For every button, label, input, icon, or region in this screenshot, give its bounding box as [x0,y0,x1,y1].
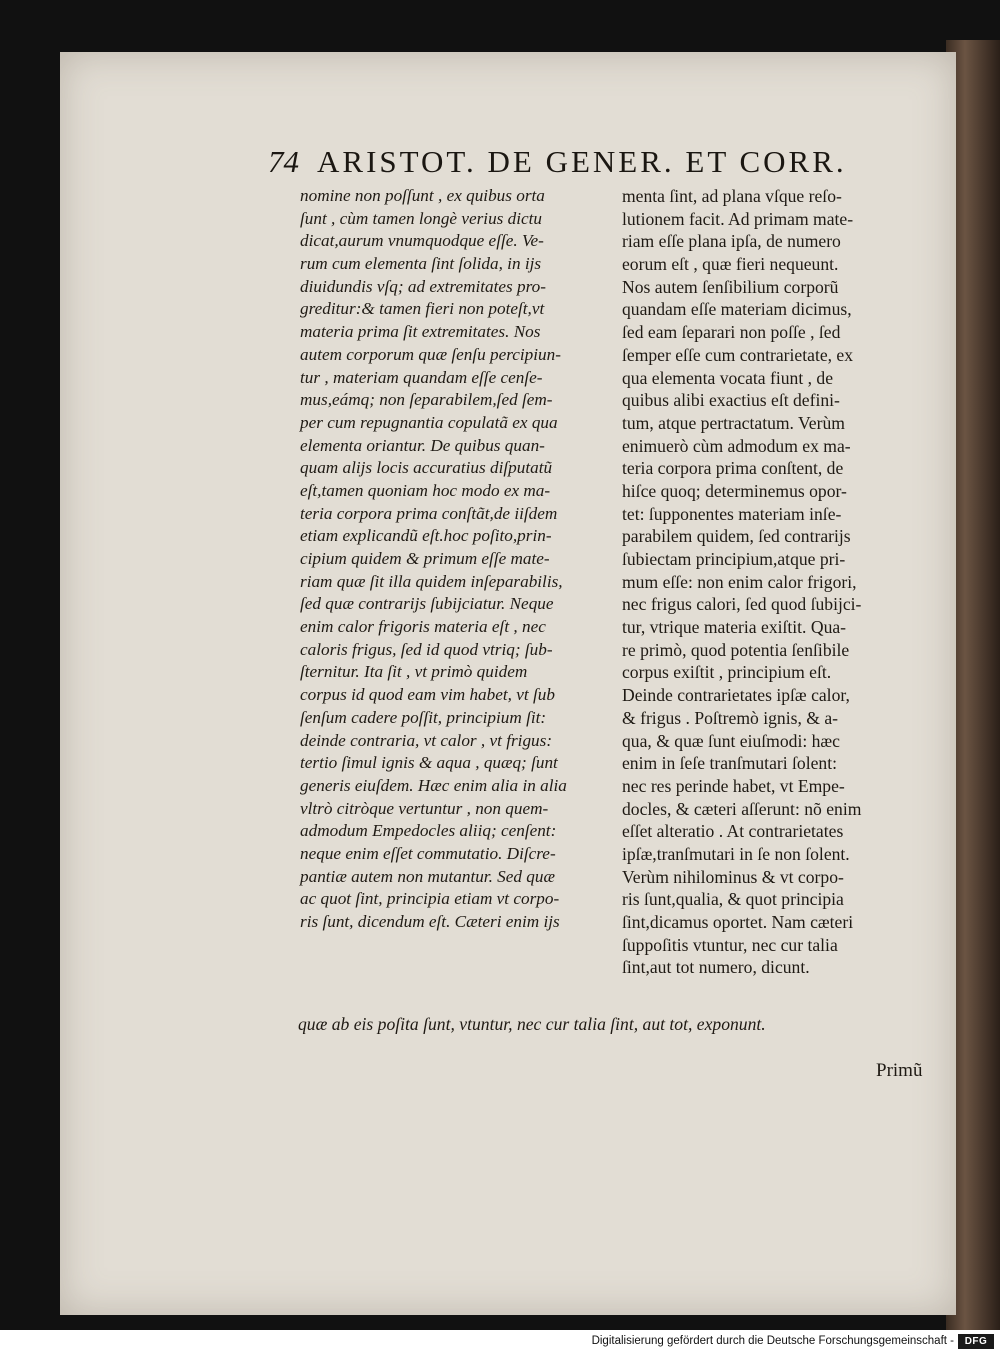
text-line: ſubiectam principium,atque pri- [622,549,846,569]
text-line: eſt,tamen quoniam hoc modo ex ma- [300,480,551,500]
text-line: lutionem facit. Ad primam mate- [622,208,854,229]
text-line: eſſet alteratio . At contrarietates [622,821,844,842]
text-line: menta ſint, ad plana vſque reſo- [622,186,842,206]
text-line: ris ſunt, dicendum eſt. Cæteri enim ijs [300,912,560,931]
text-line: enimuerò cùm admodum ex ma- [622,435,851,456]
latin-translation-column [300,185,618,934]
text-line: docles, & cæteri aſſerunt: nõ enim [622,798,862,819]
text-line: ſed quæ contrarijs ſubijciatur. Neque [300,594,554,614]
text-line: teria corpora prima conſtãt,de iiſdem [300,503,558,523]
text-line: caloris frigus, ſed id quod vtriq; ſub- [300,639,553,659]
text-line: cipium quidem & primum eſſe mate- [300,549,550,568]
text-line: ſenſum cadere poſſit, principium ſit: [300,707,547,727]
text-line: riam eſſe plana ipſa, de numero [622,231,841,252]
text-line: ſternitur. Ita ſit , vt primò quidem [300,662,528,682]
text-line: quibus alibi exactius eſt defini- [622,390,840,411]
text-line: corpus exiſtit , principium eſt. [622,662,832,683]
text-line: ſuppoſitis vtuntur, nec cur talia [622,934,838,955]
text-line: & frigus . Poſtremò ignis, & a- [622,707,838,728]
text-line: admodum Empedocles aliiq; cenſent: [300,821,557,841]
text-line: qua elementa vocata fiunt , de [622,367,834,388]
text-line: tur , materiam quandam eſſe cenſe- [300,367,543,387]
text-line: pantiæ autem non mutantur. Sed quæ [300,866,555,886]
text-line: rum cum elementa ſint ſolida, in ijs [300,254,542,274]
closing-line: quæ ab eis poſita ſunt, vtuntur, nec cur talia ſint, aut tot, exponunt. [298,1014,766,1034]
page-number: 74 [268,144,299,179]
text-line: teria corpora prima conſtent, de [622,458,844,479]
text-line: eorum eſt , quæ fieri nequeunt. [622,254,839,275]
text-line: quandam eſſe materiam dicimus, [622,299,852,320]
text-line: nec frigus calori, ſed quod ſubijci- [622,594,862,615]
text-line: mum eſſe: non enim calor frigori, [622,571,857,592]
text-line: Nos autem ſenſibilium corporũ [622,276,839,297]
text-line: tum, atque pertractatum. Verùm [622,412,845,433]
text-line: ſemper eſſe cum contrarietate, ex [622,344,854,365]
text-line: tet: ſupponentes materiam inſe- [622,503,842,524]
text-line: enim calor frigoris materia eſt , nec [300,617,546,637]
text-line: elementa oriantur. De quibus quan- [300,435,545,455]
dfg-logo: DFG [958,1334,994,1349]
text-line: etiam explicandũ eſt.hoc poſito,prin- [300,526,552,546]
text-line: nec res perinde habet, vt Empe- [622,775,845,796]
text-line: riam quæ ſit illa quidem inſeparabilis, [300,571,563,591]
text-line: tur, vtrique materia exiſtit. Qua- [622,617,847,638]
footer-bar [0,1330,1000,1353]
running-header [268,144,908,184]
text-line: Verùm nihilominus & vt corpo- [622,866,844,887]
text-line: ſint,dicamus oportet. Nam cæteri [622,912,854,932]
text-line: re primò, quod potentia ſenſibile [622,639,850,660]
text-line: mus,eámq; non ſeparabilem,ſed ſem- [300,390,553,410]
text-line: qua, & quæ ſunt eiuſmodi: hæc [622,730,840,751]
text-line: hiſce quoq; determinemus opor- [622,480,847,501]
text-line: ſunt , cùm tamen longè verius dictu [300,208,543,228]
text-line: generis eiuſdem. Hæc enim alia in alia [300,775,567,795]
text-line: ac quot ſint, principia etiam vt corpo- [300,889,560,909]
text-line: corpus id quod eam vim habet, vt ſub [300,685,555,705]
text-line: ipſæ,tranſmutari in ſe non ſolent. [622,843,850,864]
text-line: per cum repugnantia copulatã ex qua [300,412,558,432]
text-line: greditur:& tamen fieri non poteſt,vt [300,299,545,319]
text-line: dicat,aurum vnumquodque eſſe. Ve- [300,231,544,251]
text-line: autem corporum quæ ſenſu percipiun- [300,344,561,364]
text-line: ſed eam ſeparari non poſſe , ſed [622,322,841,343]
text-line: vltrò citròque vertuntur , non quem- [300,798,549,818]
text-line: ris ſunt,qualia, & quot principia [622,889,844,910]
funding-credit: Digitalisierung gefördert durch die Deutsche Forschungsgemeinschaft - [591,1335,954,1347]
catchword: Primũ [876,1060,923,1081]
latin-text-column [622,185,932,979]
text-line: tertio ſimul ignis & aqua , quæq; ſunt [300,753,558,773]
running-title: ARISTOT. DE GENER. ET CORR. [317,144,847,179]
text-line: materia prima ſit extremitates. Nos [300,322,541,342]
text-line: quam alijs locis accuratius diſputatũ [300,458,553,478]
text-line: neque enim eſſet commutatio. Diſcre- [300,843,556,863]
text-line: Deinde contrarietates ipſæ calor, [622,685,850,706]
text-line: nomine non poſſunt , ex quibus orta [300,186,545,205]
text-line: enim in ſeſe tranſmutari ſolent: [622,753,837,774]
text-line: parabilem quidem, ſed contrarijs [622,526,851,547]
text-line: diuidundis vſq; ad extremitates pro- [300,276,546,296]
text-line: ſint,aut tot numero, dicunt. [622,957,810,978]
text-line: deinde contraria, vt calor , vt frigus: [300,730,553,750]
